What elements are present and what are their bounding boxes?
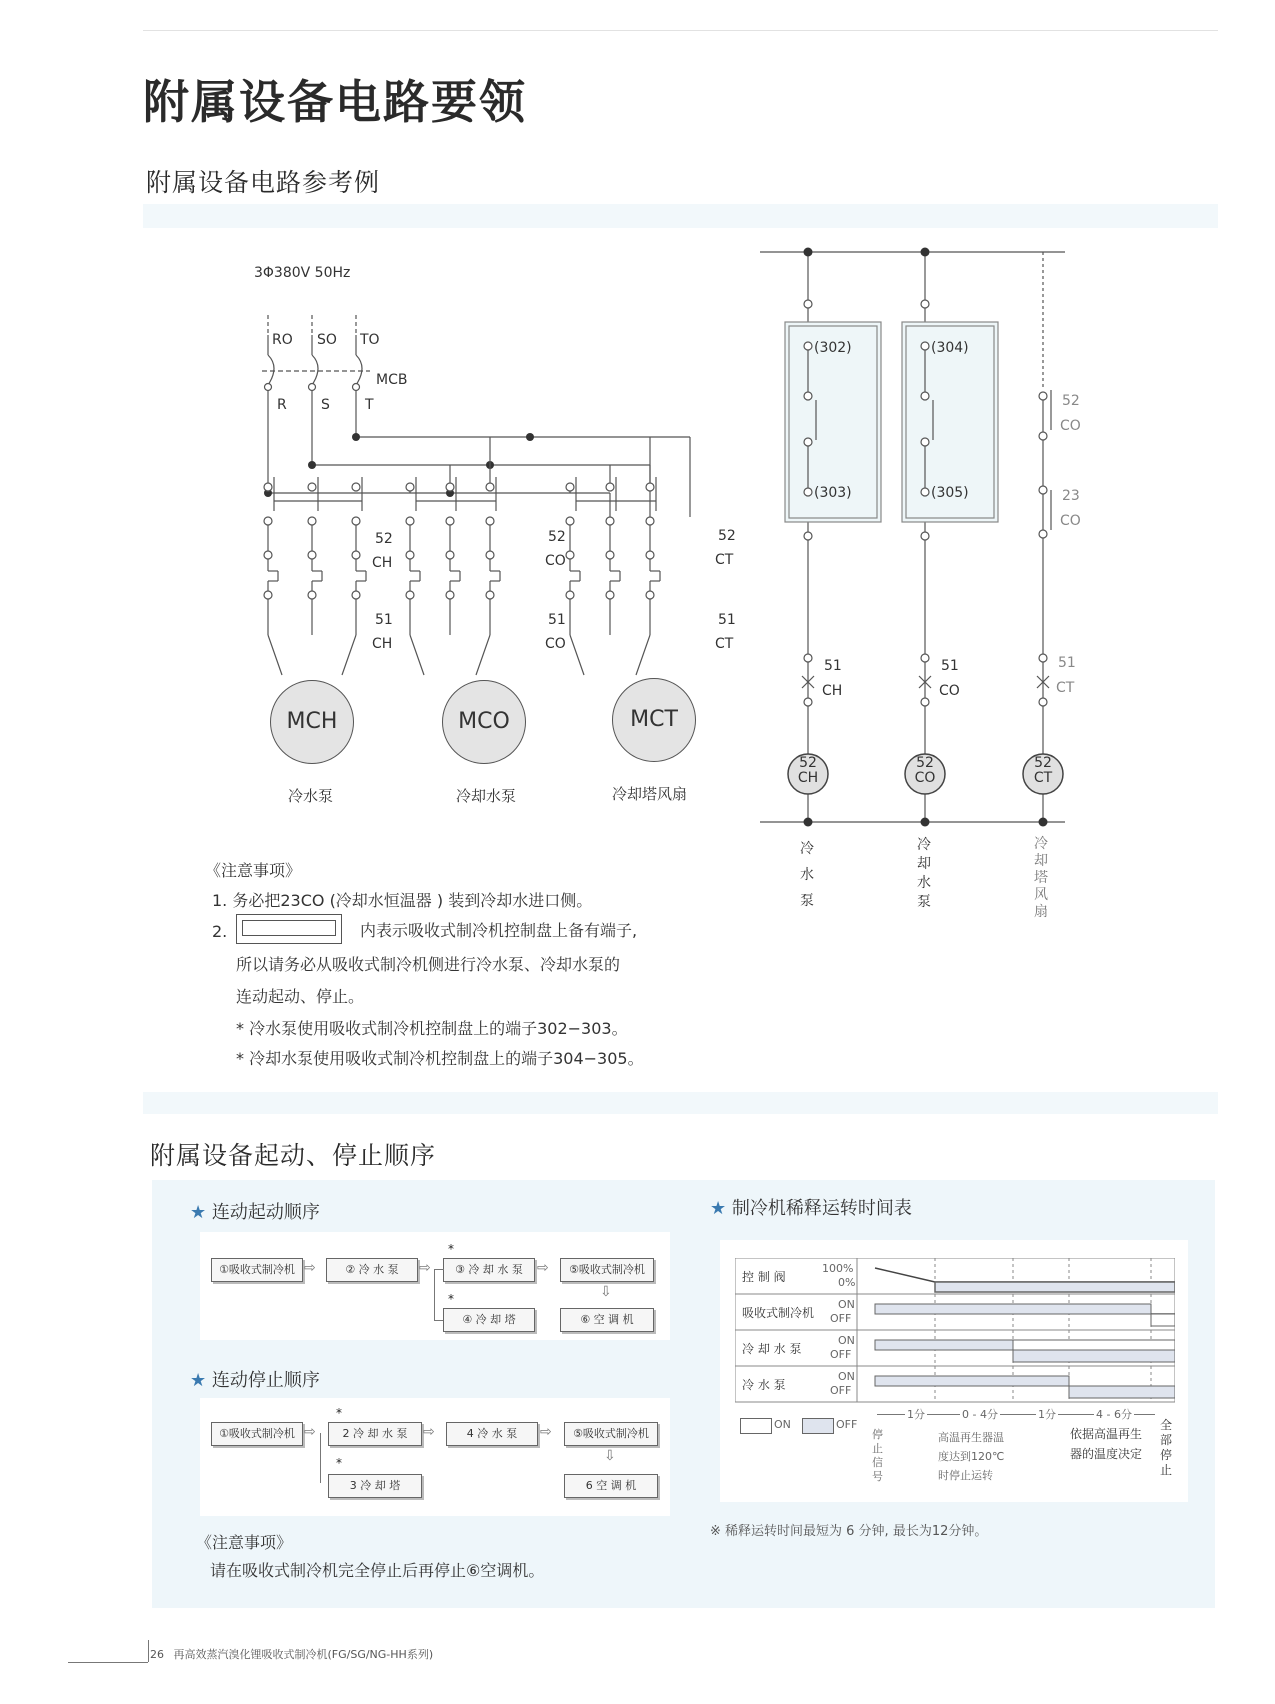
ctrl-name-cooling-pump: 冷却水泵 xyxy=(917,837,931,910)
timing-row-valve: 控 制 阀 xyxy=(742,1270,786,1284)
desc2-line1: 依据高温再生 xyxy=(1070,1427,1143,1441)
terminal-304: (304) xyxy=(931,340,969,356)
coil-52ct xyxy=(1023,756,1063,786)
arrow-right-icon: ⇨ xyxy=(537,1260,549,1276)
start-step-5: ⑤吸收式制冷机 xyxy=(560,1258,654,1282)
coil-52ch-top: 52 xyxy=(799,755,817,771)
motor-name-chilled-pump: 冷水泵 xyxy=(288,787,334,805)
ctrl-name-chilled-pump: 冷水泵 xyxy=(800,841,814,909)
notes1-item2-a: 内表示吸收式制冷机控制盘上备有端子, xyxy=(360,921,638,940)
stop-signal-label: 停止信号 xyxy=(872,1428,883,1483)
desc1-line1: 高温再生器温 xyxy=(938,1431,1004,1444)
page-number: 26 xyxy=(150,1648,164,1661)
relay-51ch-a: 51 xyxy=(375,612,393,628)
terminal-t: T xyxy=(365,397,374,413)
section1-band xyxy=(143,204,1218,228)
notes1-item2-c: 连动起动、停止。 xyxy=(236,987,365,1006)
terminal-s: S xyxy=(321,397,330,413)
terminal-box-sample xyxy=(236,914,342,944)
ctrl-relay-51co-a: 51 xyxy=(941,658,959,674)
desc2 xyxy=(1070,1424,1142,1464)
desc1-line3: 时停止运转 xyxy=(938,1469,993,1482)
coil-52co xyxy=(905,756,945,786)
arrow-right-icon: ⇨ xyxy=(540,1424,552,1440)
arrow-right-icon: ⇨ xyxy=(304,1424,316,1440)
contactor-52ch-b: CH xyxy=(372,555,393,571)
motor-mch xyxy=(270,680,354,764)
start-step-4-star: * xyxy=(448,1292,454,1306)
timing-title xyxy=(710,1194,912,1220)
terminal-ro: RO xyxy=(272,332,293,348)
control-circuit-diagram xyxy=(760,240,1080,840)
ctrl-name-tower-fan: 冷却塔风扇 xyxy=(1034,836,1048,920)
relay-51ct-a: 51 xyxy=(718,612,736,628)
footer xyxy=(150,1646,433,1662)
contact-52co-b: CO xyxy=(1060,418,1081,434)
contactor-52co-a: 52 xyxy=(548,529,566,545)
relay-51co-a: 51 xyxy=(548,612,566,628)
legend-off-label: OFF xyxy=(836,1418,858,1431)
top-rule xyxy=(143,30,1218,31)
stop-sequence-title xyxy=(190,1366,320,1392)
stop-step-5: ⑤吸收式制冷机 xyxy=(564,1422,658,1446)
ctrl-relay-51ct-a: 51 xyxy=(1058,655,1076,671)
terminal-to: TO xyxy=(360,332,380,348)
notes1-item1: 1. 务必把23CO (冷却水恒温器 ) 装到冷却水进口侧。 xyxy=(212,891,593,910)
notes1-item2-prefix: 2. xyxy=(212,922,228,941)
contactor-52ch-a: 52 xyxy=(375,531,393,547)
footer-divider xyxy=(148,1640,149,1662)
timing-row-chiller-on: ON xyxy=(838,1298,855,1311)
start-step-6: ⑥ 空 调 机 xyxy=(560,1308,654,1332)
ctrl-relay-51ct-b: CT xyxy=(1056,680,1075,696)
terminal-r: R xyxy=(277,397,287,413)
notes2-text: 请在吸收式制冷机完全停止后再停止⑥空调机。 xyxy=(210,1561,545,1580)
stop-step-4: 4 冷 水 泵 xyxy=(446,1422,538,1446)
timing-row-cooling-pump-on: ON xyxy=(838,1334,855,1347)
timing-row-valve-hi: 100% xyxy=(822,1262,854,1275)
arrow-right-icon: ⇨ xyxy=(423,1424,435,1440)
contactor-52ct-b: CT xyxy=(715,552,734,568)
desc1-line2: 度达到120℃ xyxy=(938,1450,1005,1463)
legend-on-swatch xyxy=(740,1418,772,1434)
motor-mch-label: MCH xyxy=(286,709,338,734)
arrow-right-icon: ⇨ xyxy=(304,1260,316,1276)
notes1-bullet1: * 冷水泵使用吸收式制冷机控制盘上的端子302−303。 xyxy=(236,1019,628,1038)
legend-off-swatch xyxy=(802,1418,834,1434)
contactor-52co-b: CO xyxy=(545,553,566,569)
motor-mct xyxy=(612,678,696,762)
page-title: 附属设备电路要领 xyxy=(143,75,527,129)
relay-51co-b: CO xyxy=(545,636,566,652)
relay-51ct-b: CT xyxy=(715,636,734,652)
ctrl-relay-51ch-b: CH xyxy=(822,683,843,699)
coil-52ch-bottom: CH xyxy=(797,770,819,786)
interval-4: 4 - 6分 xyxy=(1096,1408,1132,1421)
timing-footnote: ※ 稀释运转时间最短为 6 分钟, 最长为12分钟。 xyxy=(710,1524,988,1539)
start-step-3: ③ 冷 却 水 泵 xyxy=(443,1258,535,1282)
timing-row-chilled-pump: 冷 水 泵 xyxy=(742,1378,786,1392)
coil-52ct-top: 52 xyxy=(1034,755,1052,771)
star-icon: ★ xyxy=(190,1370,212,1391)
star-icon: ★ xyxy=(710,1198,732,1219)
start-step-1: ①吸收式制冷机 xyxy=(211,1258,303,1282)
desc1 xyxy=(938,1428,1004,1485)
stop-sequence-title-text: 连动停止顺序 xyxy=(211,1370,320,1391)
timing-row-cooling-pump-off: OFF xyxy=(830,1348,852,1361)
coil-52co-top: 52 xyxy=(916,755,934,771)
terminal-302: (302) xyxy=(814,340,852,356)
section1-title: 附属设备电路参考例 xyxy=(146,168,381,197)
arrow-down-icon: ⇩ xyxy=(604,1448,616,1464)
notes1-title: 《注意事项》 xyxy=(205,861,302,880)
stop-branch-line xyxy=(320,1433,321,1483)
start-step-4: ④ 冷 却 塔 xyxy=(443,1308,535,1332)
terminal-305: (305) xyxy=(931,485,969,501)
relay-51ch-b: CH xyxy=(372,636,393,652)
notes1-item2-b: 所以请务必从吸收式制冷机侧进行冷水泵、冷却水泵的 xyxy=(236,955,621,974)
motor-name-tower-fan: 冷却塔风扇 xyxy=(612,785,688,803)
motor-mco-label: MCO xyxy=(458,709,510,734)
desc2-line2: 器的温度决定 xyxy=(1070,1447,1143,1461)
timing-title-text: 制冷机稀释运转时间表 xyxy=(731,1198,912,1219)
footer-rule xyxy=(68,1662,148,1663)
notes1-bullet2: * 冷却水泵使用吸收式制冷机控制盘上的端子304−305。 xyxy=(236,1049,644,1068)
breaker-label: MCB xyxy=(376,372,408,388)
timing-row-chiller-off: OFF xyxy=(830,1312,852,1325)
interval-2: 0 - 4分 xyxy=(962,1408,998,1421)
timing-row-chiller: 吸收式制冷机 xyxy=(742,1306,815,1320)
coil-52co-bottom: CO xyxy=(914,770,936,786)
ctrl-relay-51co-b: CO xyxy=(939,683,960,699)
interval-3: 1分 xyxy=(1038,1408,1056,1421)
section2-band xyxy=(143,1092,1218,1114)
legend-on-label: ON xyxy=(774,1418,791,1431)
timing-row-valve-lo: 0% xyxy=(838,1276,856,1289)
thermostat-23co-b: CO xyxy=(1060,513,1081,529)
contactor-52ct-a: 52 xyxy=(718,528,736,544)
timing-row-chilled-pump-off: OFF xyxy=(830,1384,852,1397)
star-icon: ★ xyxy=(190,1202,212,1223)
interval-1: 1分 xyxy=(907,1408,925,1421)
stop-step-3-star: * xyxy=(336,1456,342,1470)
timing-row-chilled-pump-on: ON xyxy=(838,1370,855,1383)
start-sequence-title-text: 连动起动顺序 xyxy=(211,1202,320,1223)
arrow-right-icon: ⇨ xyxy=(419,1260,431,1276)
coil-52ch xyxy=(788,756,828,786)
coil-52ct-bottom: CT xyxy=(1033,770,1053,786)
motor-name-cooling-pump: 冷却水泵 xyxy=(456,787,517,805)
contact-52co-a: 52 xyxy=(1062,393,1080,409)
thermostat-23co-a: 23 xyxy=(1062,488,1080,504)
stop-sequence-area xyxy=(200,1398,670,1516)
all-stop-label: 全部停止 xyxy=(1160,1418,1173,1477)
arrow-down-icon: ⇩ xyxy=(600,1284,612,1300)
terminal-303: (303) xyxy=(814,485,852,501)
footer-text: 再高效蒸汽溴化锂吸收式制冷机(FG/SG/NG-HH系列) xyxy=(173,1648,434,1661)
stop-step-1: ①吸收式制冷机 xyxy=(211,1422,303,1446)
timing-row-cooling-pump: 冷 却 水 泵 xyxy=(742,1342,802,1356)
motor-mct-label: MCT xyxy=(630,707,678,732)
stop-step-3: 3 冷 却 塔 xyxy=(328,1474,422,1498)
supply-label: 3Φ380V 50Hz xyxy=(254,265,351,281)
terminal-so: SO xyxy=(317,332,337,348)
notes2-title: 《注意事项》 xyxy=(196,1533,293,1552)
section2-title: 附属设备起动、停止顺序 xyxy=(150,1141,437,1170)
ctrl-relay-51ch-a: 51 xyxy=(824,658,842,674)
start-step-2: ② 冷 水 泵 xyxy=(326,1258,418,1282)
start-step-3-star: * xyxy=(448,1242,454,1256)
stop-step-2-star: * xyxy=(336,1406,342,1420)
timing-chart xyxy=(735,1258,1175,1408)
stop-step-6: 6 空 调 机 xyxy=(564,1474,658,1498)
stop-step-2: 2 冷 却 水 泵 xyxy=(328,1422,422,1446)
motor-mco xyxy=(442,680,526,764)
start-sequence-title xyxy=(190,1198,320,1224)
